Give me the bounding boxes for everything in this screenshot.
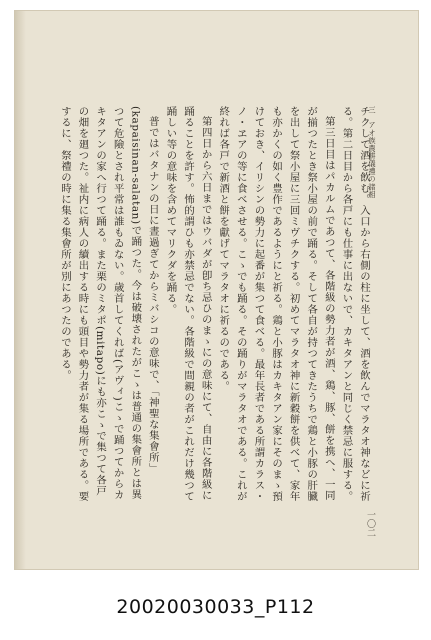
running-head: 三 アオ族農耕儀禮の諸相 xyxy=(368,106,377,199)
image-caption: 20020030033_P112 xyxy=(116,596,315,618)
paragraph-3: 第四日から六日まではウバダが卽ち忌ひのまゝにの意味にて、自由に各階級に踊ることを許す。怖的謂ひも亦禁忌でない。各階級で間親の者がこれだけ幾つて踊しい等の意味を含めてマリクダを踊る。 xyxy=(164,106,212,502)
paragraph-1: チクして酒を飲む。入口から右側の柱に坐して、酒を飲んでマラタオ神などに祈る。第二日目から各戸にも仕事に出ないで、カキタアンと同じく禁忌に服する。 xyxy=(340,106,370,502)
paragraph-4: 普ではバタナンの日に晝過ぎてからミバシコの意味で、「神聖な集會所」(kapaisinan-salatan)で踊つた。今は破壊されたがこゝは普通の集會所とは異つて危險とされ平常は誰もゐない。歳首してくれば(アヴィ)こゝで踊つてからカキタアンの家へ行つて踊る。また栗のミタポ(mitapo)にも亦こゝで集つて各戸の畑を廻つた。祉内に病人の續出する時にも頭目や勢力者が集る場所である。要するに、祭禮の時に集る集會所が別にあつたのである。 xyxy=(58,106,159,502)
body-text xyxy=(42,106,372,506)
paragraph-2: 第三日目はパカルムであつて、各階級の勢力者が酒、鶏、豚、餅を携へ、一同が揃つたとき祭小屋の前で踊る。そして各自が持つてきたうちで鶏と小豚の肝臓を出して祭小屋に三回ミヴチクする。初めてマラタオ神に新穀餅を供べて、家年も亦かくの如く豊作であるようにと祈る。鶏と小豚はカキタアン家にそのまゝ預けておき、イリシンの勢力に起番が集つて食べる。最年長者である所謂カラス・ノ・ヱアの等に食べさせる。こゝでも踊る。その踊りがマラタオである。これが終れば各戸で新酒と餅を獻げてマラタオに祈るのである。 xyxy=(217,106,335,502)
book-page xyxy=(14,10,419,570)
page-number: 一〇二 xyxy=(365,510,375,537)
